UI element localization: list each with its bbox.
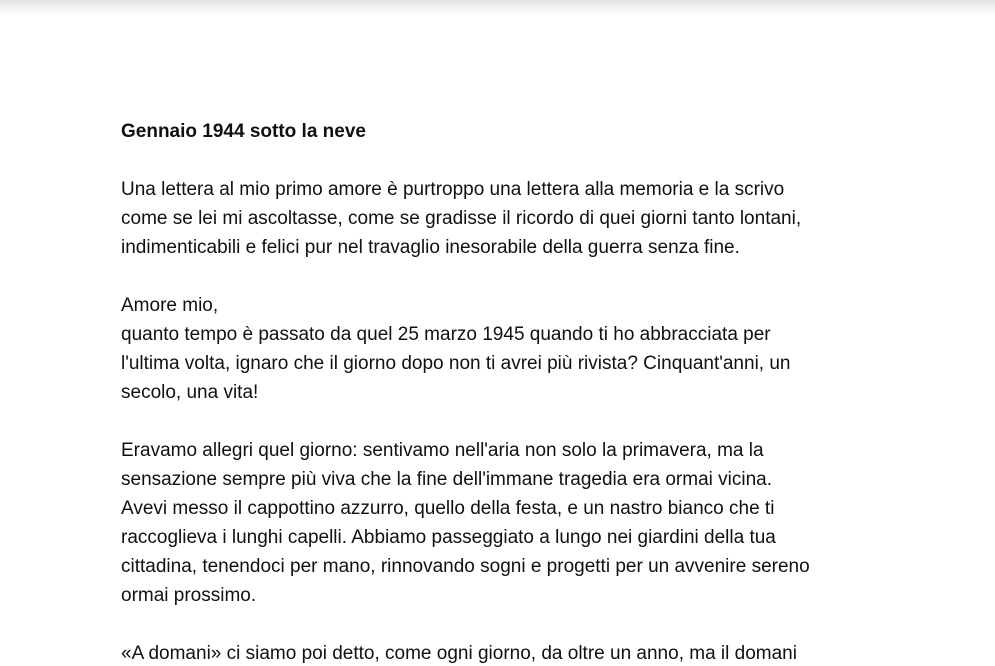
paragraph-memory xyxy=(121,436,881,610)
viewer-top-shadow xyxy=(0,0,995,16)
document-page xyxy=(121,117,881,666)
text-line: indimenticabili e felici pur nel travaglio inesorabile della guerra senza fine. xyxy=(121,237,740,258)
text-line: l'ultima volta, ignaro che il giorno dopo non ti avrei più rivista? Cinquant'anni, un xyxy=(121,353,791,374)
text-line: Avevi messo il cappottino azzurro, quello della festa, e un nastro bianco che ti xyxy=(121,498,775,519)
text-line: «A domani» ci siamo poi detto, come ogni giorno, da oltre un anno, ma il domani xyxy=(121,643,797,664)
text-line: Amore mio, xyxy=(121,295,219,316)
text-line: quanto tempo è passato da quel 25 marzo 1945 quando ti ho abbracciata per xyxy=(121,324,771,345)
paragraph-farewell xyxy=(121,639,881,666)
text-line: secolo, una vita! xyxy=(121,382,259,403)
text-line: cittadina, tenendoci per mano, rinnovando sogni e progetti per un avvenire sereno xyxy=(121,556,810,577)
document-title: Gennaio 1944 sotto la neve xyxy=(121,121,366,142)
text-line: ormai prossimo. xyxy=(121,585,257,606)
text-line: Eravamo allegri quel giorno: sentivamo nell'aria non solo la primavera, ma la xyxy=(121,440,764,461)
paragraph-intro xyxy=(121,175,881,262)
text-line: come se lei mi ascoltasse, come se gradisse il ricordo di quei giorni tanto lontani, xyxy=(121,208,802,229)
text-line: sensazione sempre più viva che la fine dell'immane tragedia era ormai vicina. xyxy=(121,469,773,490)
paragraph-salutation xyxy=(121,291,881,407)
text-line: Una lettera al mio primo amore è purtroppo una lettera alla memoria e la scrivo xyxy=(121,179,785,200)
text-line: raccoglieva i lunghi capelli. Abbiamo passeggiato a lungo nei giardini della tua xyxy=(121,527,776,548)
